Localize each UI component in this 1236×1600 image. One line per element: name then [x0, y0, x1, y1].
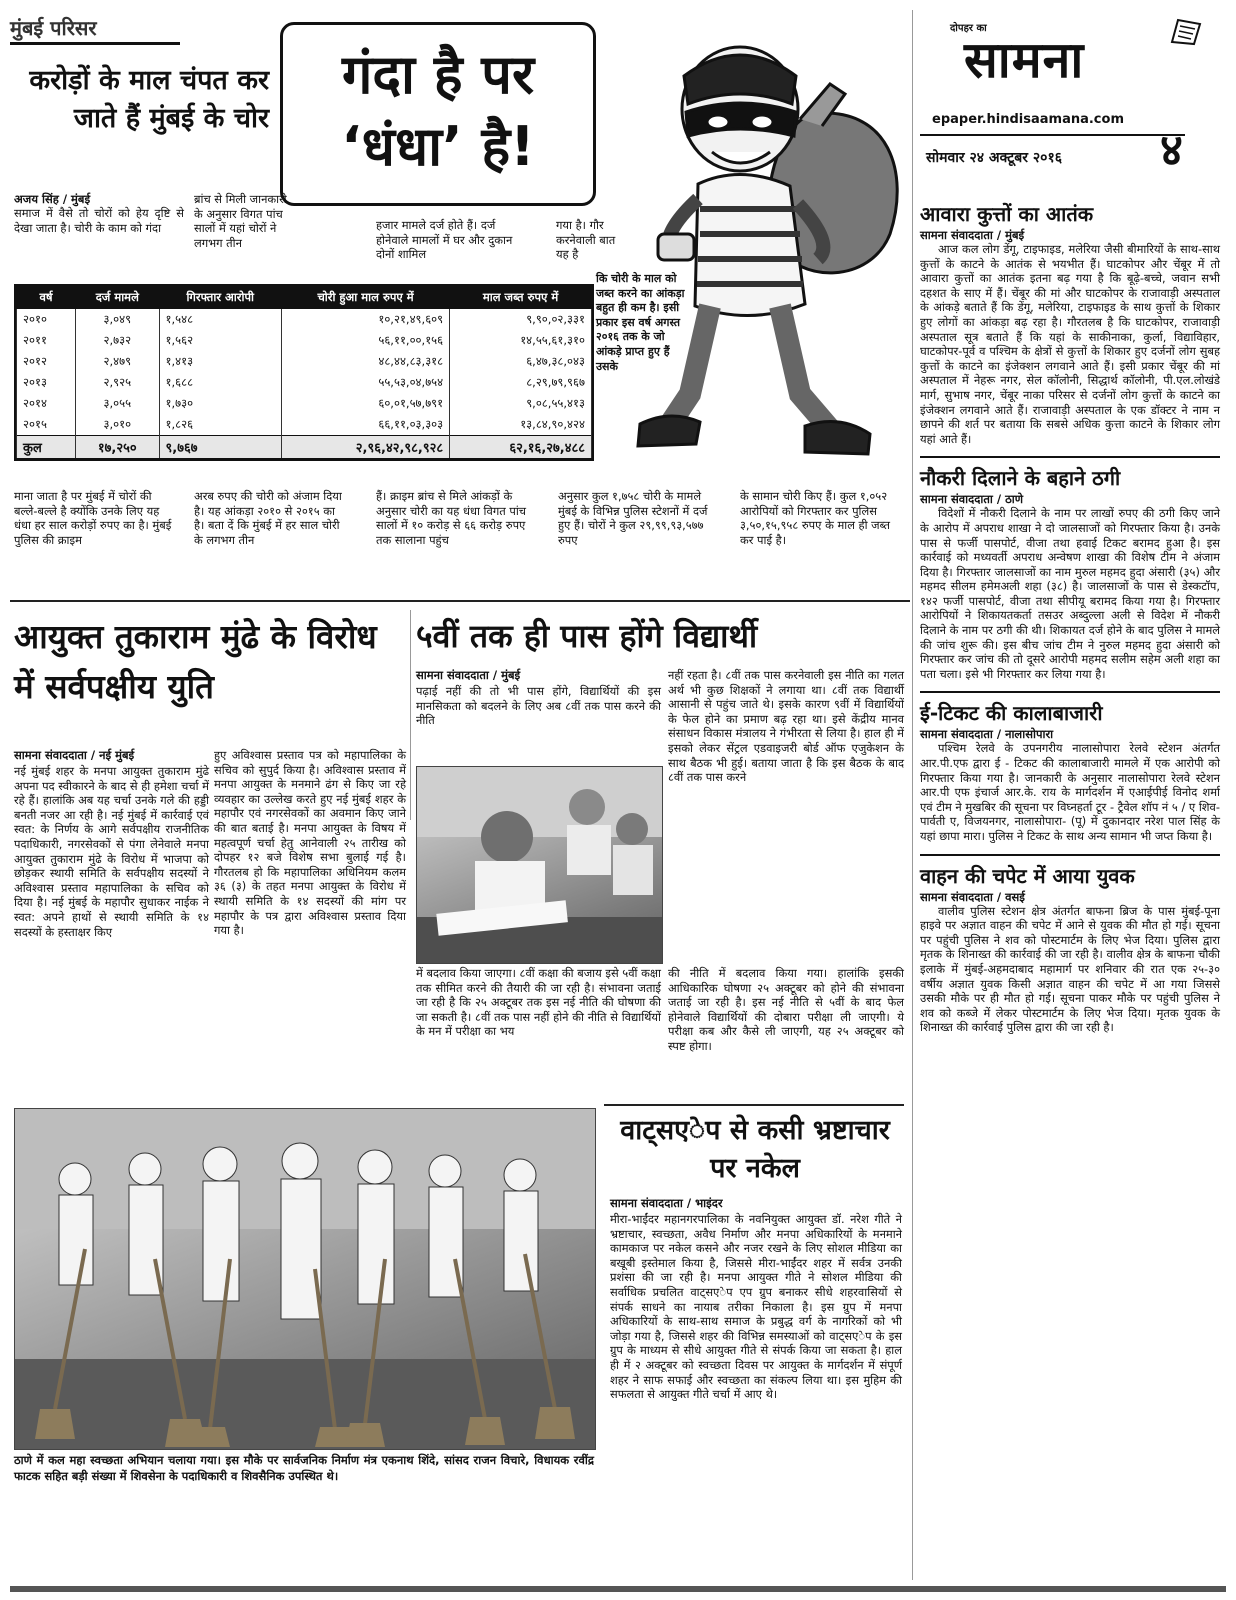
table-header: वर्ष: [17, 287, 76, 309]
table-cell: ८,२९,७९,९६७: [450, 372, 592, 393]
table-cell: १,८२६: [159, 414, 281, 436]
table-cell: ३,०१०: [76, 414, 159, 436]
thief-shoe-right: [805, 422, 870, 455]
table-header: गिरफ्तार आरोपी: [159, 287, 281, 309]
boxed-headline-line1: गंदा है पर: [341, 43, 535, 106]
table-header: दर्ज मामले: [76, 287, 159, 309]
sidebar: [920, 200, 1220, 1035]
photo-caption: ठाणे में कल महा स्वच्छता अभियान चलाया गया। इस मौके पर सार्वजनिक निर्माण मंत्र एकनाथ शिंदे, सांसद राजन विचारे, विधायक रवींद्र फाटक सहित बड़ी संख्या में शिवसेना के पदाधिकारी व शिवसैनिक उपस्थित थे।: [14, 1453, 594, 1483]
ticket-byline: सामना संवाददाता / नालासोपारा: [920, 727, 1054, 742]
students-exam-photo: [416, 766, 663, 964]
lead-headline: करोड़ों के माल चंपत कर जाते हैं मुंबई के चोर: [29, 65, 269, 134]
whatsapp-headline: वाट्सएेप से कसी भ्रष्टाचार पर नकेल: [620, 1115, 890, 1184]
cleanliness-photo-scene: [15, 1109, 595, 1449]
lead-bottom-col4: अनुसार कुल १,७५८ चोरी के मामले मुंबई के विभिन्न पुलिस स्टेशनों में दर्ज हुए हैं। चोरों ने कुल २९,९९,९३,५७७ रुपए: [558, 489, 708, 547]
table-row: [17, 372, 592, 393]
table-row: [17, 393, 592, 414]
table-cell: ५५,५३,०४,७५४: [281, 372, 449, 393]
divider: [920, 691, 1220, 693]
table-cell: २०११: [17, 330, 76, 351]
dogs-body: आज कल लोग डेंगू, टाइफाइड, मलेरिया जैसी बीमारियों के साथ-साथ कुत्तों के काटने के आतंक से भयभीत हैं। घाटकोपर और चेंबूर में तो आवारा कुत्तों का आतंक इतना बढ़ गया है कि बूढ़े-बच्चे, जवान सभी दहशत के साए में हैं। चेंबूर की मां और घाटकोपर के राजावाड़ी अस्पताल के आंकड़े बताते हैं कि डेंगू, मलेरिया, टाइफाइड के साथ कुत्तों के शिकार हुए लोगों का आंकड़ा बढ़ रहा है। गौरतलब है कि घाटकोपर, राजावाड़ी अस्पताल सूत्र बताते हैं कि यहां के साकीनाका, कुर्ला, विद्याविहार, घाटकोपर-पूर्व व पश्चिम के क्षेत्रों से कुत्तों के शिकार हुए दर्जनों लोग सुबह कुत्तों के काटने का इंजेक्शन लगवाने आते हैं। इसी प्रकार चेंबूर की मां अस्पताल में नेहरू नगर, सेल कॉलोनी, सिद्धार्थ कॉलोनी, पी.एल.लोखंडे मार्ग, सुभाष नगर, चेंबूर नाका परिसर से दर्जनों लोग कुत्तों के काटने का इंजेक्शन लगवाने आते हैं। राजावाड़ी अस्पताल के एक डॉक्टर ने नाम न छापने की शर्त पर बताया कि सबसे अधिक कुत्ता काटने के शिकार लोग यहां आते हैं।: [920, 242, 1220, 446]
table-cell: २०१४: [17, 393, 76, 414]
table-cell: १४,५५,६१,३१०: [450, 330, 592, 351]
students-headline: ५वीं तक ही पास होंगे विद्यार्थी: [416, 617, 758, 655]
table-cell: ९,९०,०२,३३१: [450, 309, 592, 331]
section-label: मुंबई परिसर: [10, 14, 180, 45]
students-byline: सामना संवाददाता / मुंबई: [416, 668, 521, 682]
accident-headline: वाहन की चपेट में आया युवक: [920, 863, 1135, 888]
mundhe-col1: नई मुंबई शहर के मनपा आयुक्त तुकाराम मुंढे अपना पद स्वीकारने के बाद से ही हमेशा चर्चा में रहे हैं। हालांकि अब यह चर्चा उनके गले की हड्डी बनती नजर आ रही है। नई मुंबई में कार्रवाई एवं स्वत: के निर्णय के आगे सर्वपक्षीय राजनीतिक पदाधिकारी, नगरसेवकों से पंगा लेनेवाले मनपा आयुक्त तुकाराम मुंढे के विरोध में भाजपा को छोड़कर स्थायी समिति के सर्वपक्षीय सदस्यों ने अविश्वास प्रस्ताव महापालिका के सचिव को दिया है। नई मुंबई के महापौर सुधाकर नाईक ने स्वत: अपने हाथों से स्थायी समिति के १४ सदस्यों के हस्ताक्षर किए: [14, 764, 209, 939]
issue-date: सोमवार २४ अक्टूबर २०१६: [926, 150, 1063, 166]
mundhe-byline: सामना संवाददाता / नई मुंबई: [14, 748, 135, 762]
lead-bottom-col3: हैं। क्राइम ब्रांच से मिले आंकड़ों के अनुसार चोरी का यह धंधा विगत पांच सालों में १० करोड़ से ६६ करोड़ रुपए तक सालाना पहुंच: [376, 489, 527, 547]
table-cell: ४८,४४,८३,३१८: [281, 351, 449, 372]
whatsapp-byline: सामना संवाददाता / भाइंदर: [610, 1196, 723, 1210]
divider: [920, 854, 1220, 856]
crime-stats-table: [14, 284, 594, 461]
divider: [410, 610, 411, 820]
table-header: माल जब्त रुपए में: [450, 287, 592, 309]
divider: [604, 1104, 904, 1106]
lead-side-col: कि चोरी के माल को जब्त करने का आंकड़ा बहुत ही कम है। इसी प्रकार इस वर्ष अगस्त २०१६ तक के जो आंकड़े प्राप्त हुए हैं उसके: [596, 272, 685, 373]
table-cell: १,७३०: [159, 393, 281, 414]
students-col2-bottom: की नीति में बदलाव किया गया। हालांकि इसकी आधिकारिक घोषणा २५ अक्टूबर को होने की संभावना जताई जा रही है। इस नई नीति से ५वीं के बाद फेल होनेवाले विद्यार्थियों की दोबारा परीक्षा ली जाएगी। ये परीक्षा कब और कैसे ली जाएगी, यह २५ अक्टूबर को स्पष्ट होगा।: [668, 966, 904, 1053]
table-cell: १,५६२: [159, 330, 281, 351]
boxed-headline-line2: ‘धंधा’ है!: [341, 115, 535, 178]
table-header-row: [17, 287, 592, 309]
masthead: [920, 12, 1220, 182]
thief-illustration: [600, 14, 912, 482]
lead-col4: गया है। गौर करनेवाली बात यह है: [556, 218, 616, 262]
boxed-headline: [280, 22, 596, 206]
fraud-headline: नौकरी दिलाने के बहाने ठगी: [920, 466, 1121, 491]
ticket-headline: ई-टिकट की कालाबाजारी: [920, 701, 1103, 726]
page-bottom-rule: [10, 1586, 1226, 1592]
page-number: ४: [1160, 125, 1183, 176]
paper-icon: [1168, 16, 1204, 46]
thief-legs: [670, 306, 830, 429]
table-row: [17, 330, 592, 351]
table-row: [17, 351, 592, 372]
students-photo-scene: [417, 767, 662, 963]
divider: [10, 600, 910, 602]
table-cell: १०,२१,४९,६०९: [281, 309, 449, 331]
ticket-body: पश्चिम रेलवे के उपनगरीय नालासोपारा रेलवे स्टेशन अंतर्गत आर.पी.एफ द्वारा ई - टिकट की कालाबाजारी मामले में एक आरोपी को गिरफ्तार किया गया है। जानकारी के अनुसार नालासोपारा रेलवे स्टेशन आर.पी एफ इंचार्ज आर.के. राय के मार्गदर्शन में एआईपीई विनोद शर्मा एवं टीम ने मुखबिर की सूचना पर विघ्नहर्ता टूर - ट्रैवेल शॉप नं ५ / ए शिव- पार्वती ए, विजयनगर, नालासोपारा- (पू) में दुकानदार नरेश पाल सिंह के यहां छापा मारा। पुलिस ने टिकट के साथ अन्य सामान भी जप्त किया है।: [920, 741, 1220, 843]
table-cell: २०१३: [17, 372, 76, 393]
accident-byline: सामना संवाददाता / वसई: [920, 889, 1025, 904]
table-cell: १३,८४,९०,४२४: [450, 414, 592, 436]
thief-shoe-left: [638, 416, 700, 446]
divider: [912, 10, 913, 1580]
students-col1-bottom: में बदलाव किया जाएगा। ८वीं कक्षा की बजाय इसे ५वीं कक्षा तक सीमित करने की तैयारी की जा रही है। संभावना जताई जा रही है कि २५ अक्टूबर तक इस नई नीति की घोषणा की जा सकती है। ८वीं तक पास नहीं होने की नीति से विद्यार्थियों के मन में परीक्षा का भय: [416, 966, 661, 1039]
table-row: [17, 309, 592, 331]
mundhe-col2: हुए अविश्वास प्रस्ताव पत्र को महापालिका के सचिव को सुपुर्द किया है। अविश्वास प्रस्ताव में मनपा आयुक्त के मनमाने ढंग से किए जा रहे व्यवहार का उल्लेख करते हुए नई मुंबई शहर के महापौर एवं नगरसेवकों का अवमान किए जाने की बात बताई है। मनपा आयुक्त के विषय में महत्वपूर्ण चर्चा हेतु आनेवाली २५ तारीख को दोपहर १२ बजे विशेष सभा बुलाई गई है। गौरतलब हो कि महापालिका अधिनियम कलम ३६ (३) के तहत मनपा आयुक्त के विरोध में स्थायी समिति के १४ सदस्यों की मांग पर महापौर के पत्र द्वारा अविश्वास प्रस्ताव दिया गया है।: [214, 748, 406, 938]
table-cell: २,९६,४२,९८,९२८: [281, 436, 449, 459]
lead-bottom-col2: अरब रुपए की चोरी को अंजाम दिया है। यह आंकड़ा २०१० से २०१५ का है। बता दें कि मुंबई में हर साल चोरी के लगभग तीन: [194, 489, 342, 547]
table-cell: १,५४८: [159, 309, 281, 331]
whatsapp-body: मीरा-भाईंदर महानगरपालिका के नवनियुक्त आयुक्त डॉ. नरेश गीते ने भ्रष्टाचार, स्वच्छता, अवैध निर्माण और मनपा अधिकारियों के मनमाने कामकाज पर नकेल कसने और नजर रखने के लिए सोशल मीडिया का बखूबी इस्तेमाल किया है, जिससे मीरा-भाईंदर शहर में सर्वत्र उनकी प्रशंसा की जा रही है। मनपा आयुक्त गीते ने सोशल मीडिया की सर्वाधिक प्रचलित वाट्सएेप एप ग्रुप बनाकर सीधे शहरवासियों से संपर्क साधने का नायाब तरीका निकाला है। इस ग्रुप में मनपा अधिकारियों के साथ-साथ समाज के प्रबुद्ध वर्ग के नागरिकों को भी जोड़ा गया है, जिससे शहर की विभिन्न समस्याओं को वाट्सएेप के इस ग्रुप के माध्यम से सीधे आयुक्त गीते से संपर्क किया जा सकता है। हाल ही में २ अक्टूबर को स्वच्छता दिवस पर आयुक्त के मार्गदर्शन में संपूर्ण शहर ने साफ सफाई और स्वच्छता का संकल्प लिया था। इस मुहिम की सफलता से आयुक्त गीते चर्चा में आए थे।: [610, 1212, 902, 1402]
students-col1-top: पढ़ाई नहीं की तो भी पास होंगे, विद्यार्थियों की इस मानसिकता को बदलने के लिए अब ८वीं तक पास करने की नीति: [416, 684, 661, 728]
table-cell: २,७३२: [76, 330, 159, 351]
table-cell: २०१२: [17, 351, 76, 372]
lead-col1: समाज में वैसे तो चोरों को हेय दृष्टि से देखा जाता है। चोरी के काम को गंदा: [14, 206, 184, 235]
table-cell: ६,४७,३८,०४३: [450, 351, 592, 372]
table-cell: ६०,०१,५७,७९१: [281, 393, 449, 414]
table-cell: १,६८८: [159, 372, 281, 393]
masthead-rule: [920, 134, 1185, 136]
fraud-body: विदेशों में नौकरी दिलाने के नाम पर लाखों रुपए की ठगी किए जाने के आरोप में अपराध शाखा ने दो जालसाजों को गिरफ्तार किया है। उनके पास से फर्जी पासपोर्ट, वीजा तथा हवाई टिकट बरामद हुआ है। इस कार्रवाई को मध्यवर्ती अपराध अन्वेषण शाखा की विशेष टीम ने अंजाम दिया है। गिरफ्तार जालसाजों का नाम मुरुल महमद हुदा अंसारी (३५) और महमद सीलम हमेमअली शहा (३८) है। जालसाजों के पास से डेस्कटॉप, १४२ फर्जी पासपोर्ट, वीजा तथा सीपीयू बरामद किया गया है। गिरफ्तार आरोपियों ने शिकायतकर्ता तसउर अब्दुल्ला अली से विदेश में नौकरी दिलाने के नाम पर ठगी की थी। शिकायत दर्ज होने के बाद पुलिस ने मामले की जांच शुरू की। इस बीच जांच टीम ने नुरुल महमद हुदा अंसारी को गिरफ्तार कर जांच की तो दूसरे आरोपी महमद सलीम सहेम अली शहा का पता चला। इसे भी गिरफ्तार कर लिया गया है।: [920, 506, 1220, 681]
cleanliness-drive-photo: [14, 1108, 596, 1450]
table-header: चोरी हुआ माल रुपए में: [281, 287, 449, 309]
table-cell: २०१०: [17, 309, 76, 331]
mundhe-headline: आयुक्त तुकाराम मुंढे के विरोध में सर्वपक्षीय युति: [14, 617, 377, 706]
table-cell: ५६,११,००,१५६: [281, 330, 449, 351]
masthead-tagline: दोपहर का: [950, 23, 987, 34]
lead-bottom-col1: माना जाता है पर मुंबई में चोरों की बल्ले-बल्ले है क्योंकि उनके लिए यह धंधा हर साल करोड़ों रुपए का है। मुंबई पुलिस की क्राइम: [14, 489, 172, 547]
table-cell: १७,२५०: [76, 436, 159, 459]
table-cell: ६६,११,०३,३०३: [281, 414, 449, 436]
students-col2: नहीं रहता है। ८वीं तक पास करनेवाली इस नीति का गलत अर्थ भी कुछ शिक्षकों ने लगाया था। ८वीं तक विद्यार्थी आसानी से पहुंच जाते थे। इसके कारण ९वीं में विद्यार्थियों के फेल होने का प्रमाण बढ़ रहा था। इसे केंद्रीय मानव संसाधन विकास मंत्रालय ने गंभीरता से लिया है। हाल ही में इसको लेकर सेंट्रल एडवाइजरी बोर्ड ऑफ एजुकेशन के साथ बैठक भी हुई। बताया जाता है कि इस बैठक के बाद ८वीं तक पास करने: [668, 668, 904, 785]
table-cell: १,४१३: [159, 351, 281, 372]
table-cell: ३,०४९: [76, 309, 159, 331]
accident-body: वालीव पुलिस स्टेशन क्षेत्र अंतर्गत बाफना ब्रिज के पास मुंबई-पूना हाइवे पर अज्ञात वाहन की चपेट में आने से युवक की मौत हो गई। सूचना पर पहुंची पुलिस ने शव को पोस्टमार्टम के लिए भेज दिया। पुलिस द्वारा मृतक के शिनाख्त की कार्रवाई की जा रही है। वालीव क्षेत्र के बाफना चौकी इलाके में मुंबई-अहमदाबाद महामार्ग पर शनिवार की रात एक २५-३० वर्षीय अज्ञात युवक किसी अज्ञात वाहन की चपेट में आ गया जिससे उसकी मौके पर ही मौत हो गई। सूचना पाकर मौके पर पहुंची पुलिस ने शव को कब्जे में लेकर पोस्टमार्टम के लिए भेज दिया। मृतक युवक के शिनाख्त की कार्रवाई पुलिस द्वारा की जा रही है।: [920, 903, 1220, 1035]
lead-col2: ब्रांच से मिली जानकारी के अनुसार विगत पांच सालों में यहां चोरों ने लगभग तीन: [194, 192, 287, 250]
lead-bottom-col5: के सामान चोरी किए हैं। कुल १,०५२ आरोपियों को गिरफ्तार कर पुलिस ३,५०,१५,९५८ रुपए के माल ही जब्त कर पाई है।: [740, 489, 891, 547]
table-cell: २०१५: [17, 414, 76, 436]
table-cell: ३,०५५: [76, 393, 159, 414]
website[interactable]: epaper.hindisaamana.com: [932, 112, 1124, 127]
lead-col3: हजार मामले दर्ज होते हैं। दर्ज होनेवाले मामलों में घर और दुकान दोनों शामिल: [376, 218, 513, 262]
table-cell: ६२,१६,२७,४८८: [450, 436, 592, 459]
table-cell: २,९२५: [76, 372, 159, 393]
table-cell: २,४७९: [76, 351, 159, 372]
table-row: [17, 414, 592, 436]
table-cell: ९,०८,५५,४१३: [450, 393, 592, 414]
table-cell: ९,७६७: [159, 436, 281, 459]
dogs-headline: आवारा कुत्तों का आतंक: [920, 202, 1094, 226]
dogs-byline: सामना संवाददाता / मुंबई: [920, 228, 1025, 242]
table-cell: कुल: [17, 436, 76, 459]
divider: [920, 456, 1220, 458]
fraud-byline: सामना संवाददाता / ठाणे: [920, 492, 1024, 507]
masthead-title: सामना: [964, 31, 1085, 89]
lead-byline: अजय सिंह / मुंबई: [14, 192, 91, 206]
table-total-row: [17, 436, 592, 459]
